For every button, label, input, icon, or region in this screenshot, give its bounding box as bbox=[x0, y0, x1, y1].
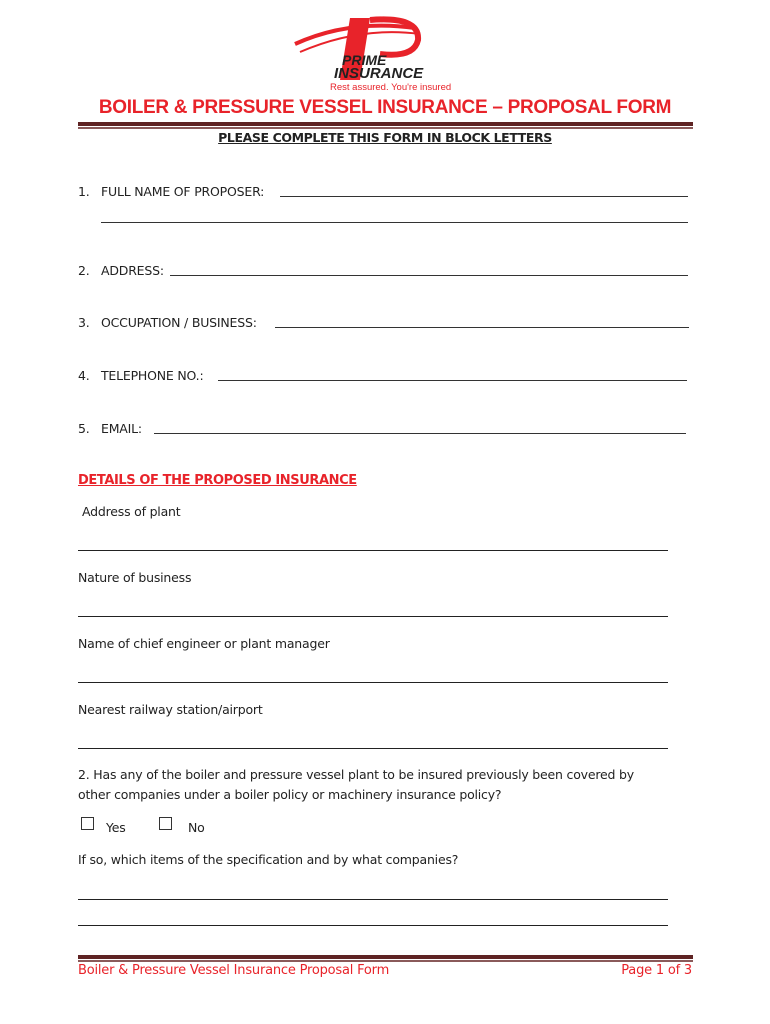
footer-divider bbox=[78, 955, 693, 960]
email-field[interactable] bbox=[154, 433, 686, 434]
field-label: TELEPHONE NO.: bbox=[101, 368, 204, 383]
chief-engineer-field[interactable] bbox=[78, 682, 668, 683]
logo-tagline: Rest assured. You're insured bbox=[330, 82, 452, 93]
nature-of-business-label: Nature of business bbox=[78, 570, 192, 585]
title-divider bbox=[78, 122, 693, 127]
footer-title: Boiler & Pressure Vessel Insurance Proposal Form bbox=[78, 963, 390, 978]
logo-brand2: INSURANCE bbox=[334, 65, 424, 82]
yes-label: Yes bbox=[106, 820, 126, 835]
no-label: No bbox=[188, 820, 205, 835]
subtitle: PLEASE COMPLETE THIS FORM IN BLOCK LETTERS bbox=[218, 130, 552, 145]
occupation-field[interactable] bbox=[275, 327, 689, 328]
field-number: 4. bbox=[78, 368, 90, 383]
page-number: Page 1 of 3 bbox=[621, 963, 692, 978]
field-label: OCCUPATION / BUSINESS: bbox=[101, 315, 257, 330]
page-title: BOILER & PRESSURE VESSEL INSURANCE – PROPOSAL FORM bbox=[98, 97, 672, 118]
field-label: ADDRESS: bbox=[101, 263, 164, 278]
field-label: EMAIL: bbox=[101, 421, 142, 436]
question-text-line2: other companies under a boiler policy or machinery insurance policy? bbox=[78, 787, 502, 802]
field-number: 2. bbox=[78, 263, 90, 278]
section-heading: DETAILS OF THE PROPOSED INSURANCE bbox=[78, 473, 357, 488]
full-name-field[interactable] bbox=[280, 196, 688, 197]
field-number: 3. bbox=[78, 315, 90, 330]
yes-checkbox[interactable] bbox=[81, 817, 94, 830]
logo-brand: PRIME bbox=[342, 52, 387, 68]
address-field[interactable] bbox=[170, 275, 688, 276]
telephone-field[interactable] bbox=[218, 380, 687, 381]
followup-field-line2[interactable] bbox=[78, 925, 668, 926]
full-name-field-line2[interactable] bbox=[101, 222, 688, 223]
plant-address-field[interactable] bbox=[78, 550, 668, 551]
followup-field[interactable] bbox=[78, 899, 668, 900]
field-number: 5. bbox=[78, 421, 90, 436]
chief-engineer-label: Name of chief engineer or plant manager bbox=[78, 636, 330, 651]
field-label: FULL NAME OF PROPOSER: bbox=[101, 184, 265, 199]
field-number: 1. bbox=[78, 184, 90, 199]
nature-of-business-field[interactable] bbox=[78, 616, 668, 617]
plant-address-label: Address of plant bbox=[82, 504, 181, 519]
nearest-station-label: Nearest railway station/airport bbox=[78, 702, 263, 717]
followup-label: If so, which items of the specification and by what companies? bbox=[78, 852, 459, 867]
question-text: 2. Has any of the boiler and pressure vessel plant to be insured previously been covered by bbox=[78, 767, 634, 782]
nearest-station-field[interactable] bbox=[78, 748, 668, 749]
no-checkbox[interactable] bbox=[159, 817, 172, 830]
logo bbox=[290, 14, 480, 96]
